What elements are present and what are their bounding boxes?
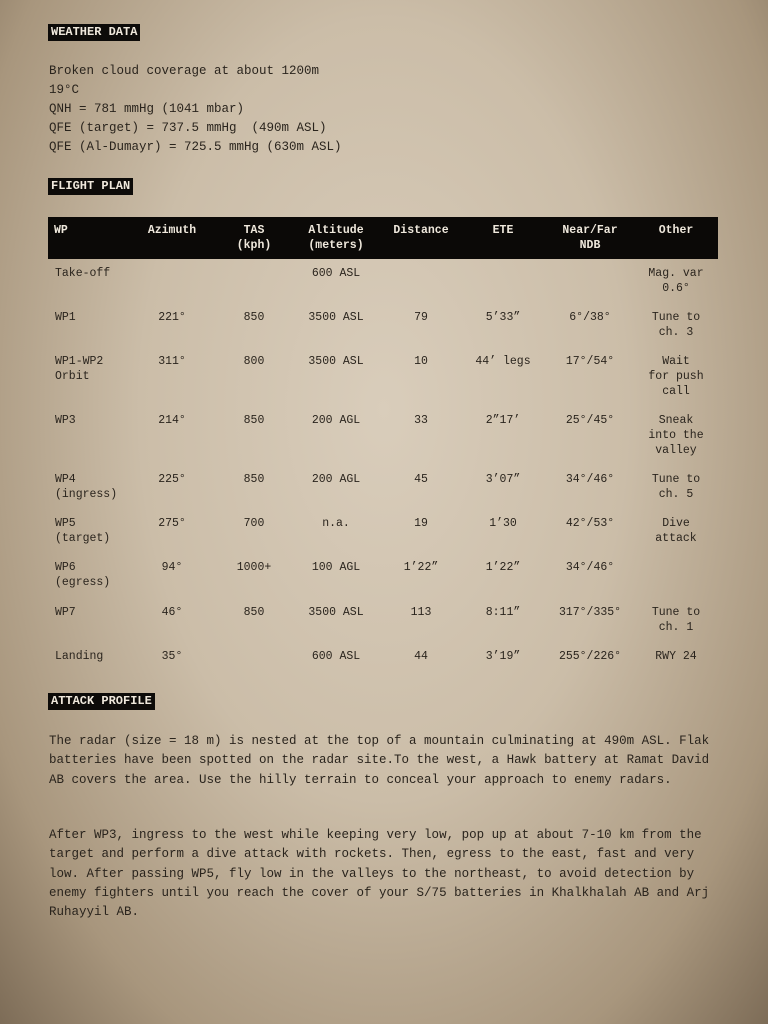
- table-row: [48, 347, 718, 406]
- attack-profile-heading: ATTACK PROFILE: [48, 693, 155, 710]
- table-cell: 1’22”: [403, 561, 439, 574]
- table-body: [48, 259, 718, 672]
- table-row: [48, 553, 718, 598]
- table-cell: 17°/54°: [565, 355, 615, 368]
- attack-paragraph-1: The radar (size = 18 m) is nested at the top of a mountain culminating at 490m ASL. Flak batteries have been spotted on the radar site.To the west, a Hawk battery at Ramat David AB covers the area. Use the hilly terrain to conceal your approach to enemy radars.: [49, 734, 710, 787]
- table-cell: 44: [414, 650, 428, 663]
- table-cell: 850: [243, 473, 265, 486]
- column-header: ETE: [492, 224, 514, 237]
- table-cell: 6°/38°: [569, 311, 611, 324]
- table-cell: 2”17’: [485, 414, 521, 427]
- table-cell: 3’07”: [485, 473, 521, 486]
- table-cell: 221°: [158, 311, 186, 324]
- table-cell: [634, 553, 718, 598]
- table-cell: 200 AGL: [311, 473, 361, 486]
- table-cell: 44’ legs: [475, 355, 531, 368]
- table-cell: 10: [414, 355, 428, 368]
- column-header: TAS (kph): [236, 224, 272, 252]
- table-cell: 317°/335°: [558, 606, 622, 619]
- table-row: [48, 642, 718, 672]
- table-cell: 8:11”: [485, 606, 521, 619]
- weather-line: QFE (target) = 737.5 mmHg (490m ASL): [49, 121, 327, 135]
- weather-line: QNH = 781 mmHg (1041 mbar): [49, 102, 245, 116]
- table-cell: Landing: [55, 650, 104, 663]
- table-cell: Dive attack: [655, 517, 697, 545]
- table-cell: 850: [243, 311, 265, 324]
- column-header: WP: [54, 224, 68, 237]
- table-cell: WP7: [55, 606, 76, 619]
- table-cell: 19: [414, 517, 428, 530]
- table-cell: 800: [243, 355, 265, 368]
- table-cell: 25°/45°: [565, 414, 615, 427]
- table-cell: 79: [414, 311, 428, 324]
- table-cell: 600 ASL: [311, 267, 361, 280]
- table-row: [48, 259, 718, 303]
- weather-block: [49, 62, 342, 157]
- table-cell: Sneak into the valley: [648, 414, 704, 457]
- column-header: Azimuth: [147, 224, 197, 237]
- table-cell: Take-off: [55, 267, 111, 280]
- column-header: Other: [658, 224, 694, 237]
- table-row: [48, 509, 718, 553]
- table-row: [48, 406, 718, 465]
- table-cell: 35°: [161, 650, 183, 663]
- table-cell: 34°/46°: [565, 473, 615, 486]
- weather-heading: WEATHER DATA: [48, 24, 140, 41]
- table-cell: 46°: [161, 606, 183, 619]
- table-cell: Wait for push call: [648, 355, 704, 398]
- table-cell: 113: [410, 606, 432, 619]
- table-cell: 3500 ASL: [308, 355, 364, 368]
- table-header-row: [48, 217, 718, 259]
- table-cell: 5’33”: [485, 311, 521, 324]
- table-row: [48, 303, 718, 347]
- table-cell: 850: [243, 606, 265, 619]
- table-cell: 34°/46°: [565, 561, 615, 574]
- table-cell: WP4 (ingress): [55, 473, 118, 501]
- table-row: [48, 598, 718, 642]
- table-cell: 275°: [158, 517, 186, 530]
- weather-line: QFE (Al-Dumayr) = 725.5 mmHg (630m ASL): [49, 140, 342, 154]
- attack-paragraph-2: After WP3, ingress to the west while keeping very low, pop up at about 7-10 km from the target and perform a dive attack with rockets. Then, egress to the east, fast and very low. After passing WP5, fly low in the valleys to the northeast, to avoid detection by enemy fighters until you reach the cover of your S/75 batteries in Khalkhalah AB and Arj Ruhayyil AB.: [49, 828, 710, 920]
- table-cell: RWY 24: [655, 650, 697, 663]
- table-cell: 100 AGL: [311, 561, 361, 574]
- table-cell: 45: [414, 473, 428, 486]
- table-cell: 311°: [158, 355, 186, 368]
- table-cell: 700: [243, 517, 265, 530]
- flight-plan-heading: FLIGHT PLAN: [48, 178, 133, 195]
- table-cell: Tune to ch. 3: [651, 311, 701, 339]
- table-cell: 42°/53°: [565, 517, 615, 530]
- table-row: [48, 465, 718, 509]
- table-cell: 1’22”: [485, 561, 521, 574]
- table-cell: 200 AGL: [311, 414, 361, 427]
- table-cell: 225°: [158, 473, 186, 486]
- table-cell: 1000+: [236, 561, 272, 574]
- table-cell: [218, 642, 290, 672]
- table-cell: WP1: [55, 311, 76, 324]
- table-cell: [460, 259, 546, 303]
- column-header: Distance: [393, 224, 449, 237]
- table-cell: 94°: [161, 561, 183, 574]
- table-cell: 255°/226°: [558, 650, 622, 663]
- table-cell: [382, 259, 460, 303]
- table-cell: [546, 259, 634, 303]
- column-header: Altitude (meters): [308, 224, 364, 252]
- table-cell: 3500 ASL: [308, 311, 364, 324]
- flight-plan-table: [48, 217, 718, 672]
- table-cell: WP5 (target): [55, 517, 111, 545]
- table-cell: Mag. var 0.6°: [648, 267, 704, 295]
- table-cell: [126, 259, 218, 303]
- table-cell: [218, 259, 290, 303]
- table-cell: WP3: [55, 414, 76, 427]
- weather-line: 19°C: [49, 83, 80, 97]
- table-cell: WP6 (egress): [55, 561, 111, 589]
- weather-line: Broken cloud coverage at about 1200m: [49, 64, 320, 78]
- table-cell: n.a.: [322, 517, 350, 530]
- table-cell: 214°: [158, 414, 186, 427]
- table-cell: Tune to ch. 5: [651, 473, 701, 501]
- table-cell: Tune to ch. 1: [651, 606, 701, 634]
- table-cell: 3’19”: [485, 650, 521, 663]
- column-header: Near/Far NDB: [562, 224, 618, 252]
- table-cell: 850: [243, 414, 265, 427]
- table-cell: 3500 ASL: [308, 606, 364, 619]
- table-cell: 33: [414, 414, 428, 427]
- table-cell: WP1-WP2 Orbit: [55, 355, 104, 383]
- table-cell: 1’30: [489, 517, 517, 530]
- table-cell: 600 ASL: [311, 650, 361, 663]
